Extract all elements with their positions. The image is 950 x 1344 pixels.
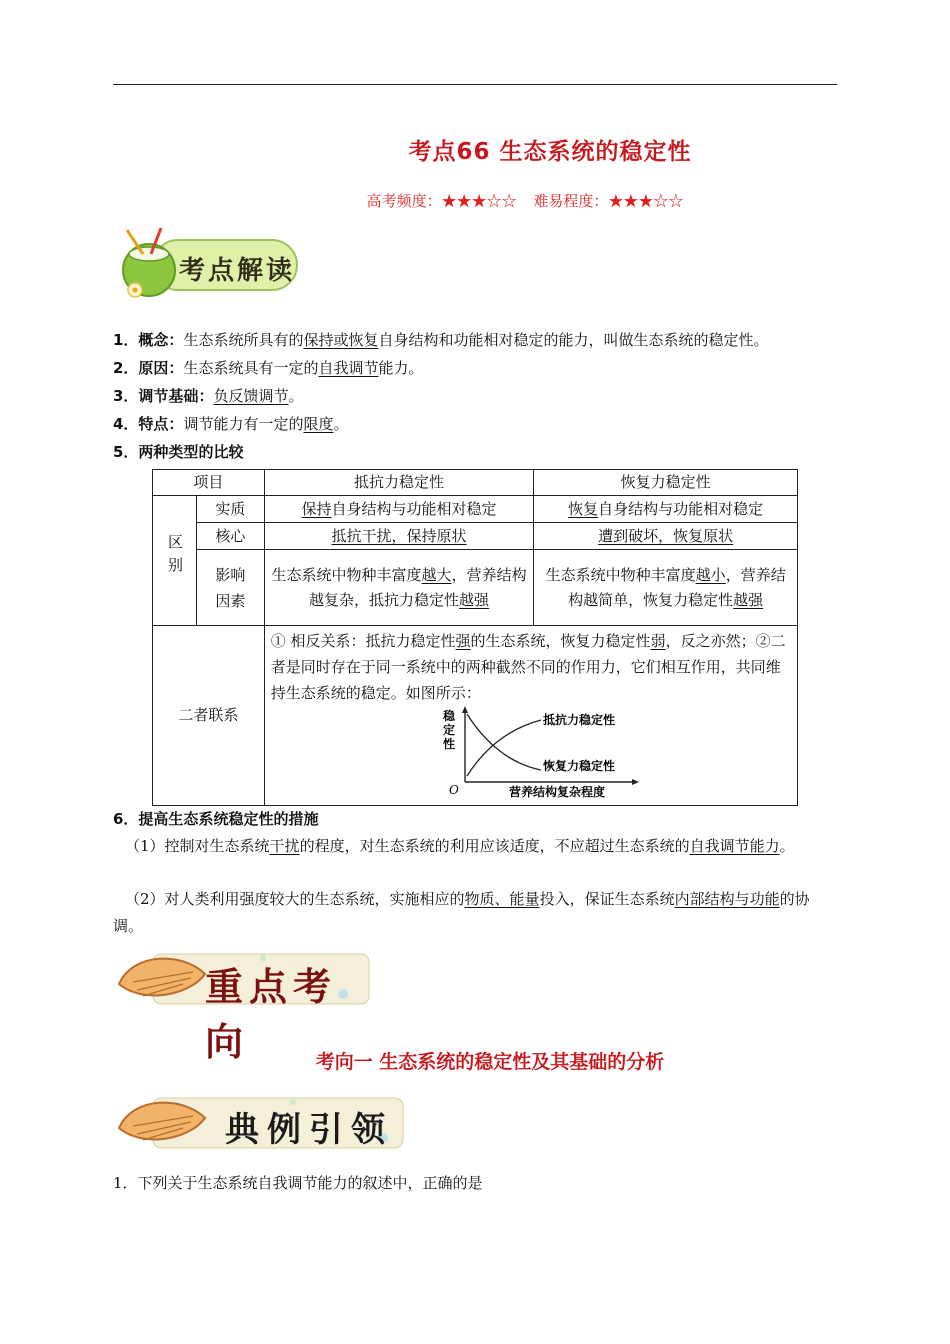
y-axis-label-3: 性 — [442, 737, 455, 751]
relation-text: ① 相反关系：抵抗力稳定性强的生态系统，恢复力稳定性弱，反之亦然；②二者是同时存在于同一系统中的两种截然不同的作用力，它们相互作用，共同维持生态系统的稳定。如图所示： — [270, 632, 786, 702]
y-axis-arrow — [462, 706, 468, 713]
x-axis-label: 营养结构复杂程度 — [508, 785, 605, 799]
point-3: 3．调节基础：负反馈调节。 — [113, 387, 304, 405]
point-1: 1．概念：生态系统所具有的保持或恢复自身结构和功能相对稳定的能力，叫做生态系统的稳定性。 — [113, 331, 769, 349]
table-row-essence: 区别 实质 保持自身结构与功能相对稳定 恢复自身结构与功能相对稳定 — [153, 496, 798, 523]
origin-label: O — [448, 783, 459, 797]
table-row-core: 核心 抵抗干扰，保持原状 遭到破坏，恢复原状 — [153, 523, 798, 550]
legend-resilience: 恢复力稳定性 — [542, 759, 615, 773]
y-axis-label-2: 定 — [442, 723, 455, 737]
y-axis-label-1: 稳 — [442, 709, 455, 723]
header-resilience: 恢复力稳定性 — [534, 470, 798, 496]
page-title: 考点66 生态系统的稳定性 — [408, 139, 692, 165]
table-row-relation: 二者联系 ① 相反关系：抵抗力稳定性强的生态系统，恢复力稳定性弱，反之亦然；②二者是同时存在于同一系统中的两种截然不同的作用力，它们相互作用，共同维持生态系统的稳定。如图所示： 稳 定 性 抵抗力稳定性 恢复力稳定性 O 营养结构复杂程度 — [153, 626, 798, 806]
banner-example-label: 典例引领 — [225, 1110, 393, 1150]
table-header-row — [153, 470, 798, 496]
group-label-difference: 区别 — [153, 496, 197, 626]
stability-chart — [441, 706, 671, 800]
banner-example — [113, 1090, 408, 1156]
difficulty-level: 难易程度：★★★☆☆ — [533, 192, 684, 210]
header-resistance: 抵抗力稳定性 — [264, 470, 534, 496]
banner-focus — [113, 944, 373, 1064]
table-row-factor: 影响因素 生态系统中物种丰富度越大，营养结构越复杂，抵抗力稳定性越强 生态系统中物种丰富度越小，营养结构越简单，恢复力稳定性越强 — [153, 550, 798, 626]
legend-resistance: 抵抗力稳定性 — [542, 713, 615, 727]
question-1: 1．下列关于生态系统自我调节能力的叙述中，正确的是 — [113, 1174, 483, 1192]
comparison-table — [152, 469, 798, 806]
x-axis-arrow — [632, 779, 639, 785]
point-5: 5．两种类型的比较 — [113, 443, 244, 461]
measures-heading: 6．提高生态系统稳定性的措施 — [113, 810, 319, 828]
banner-reading-label: 考点解读 — [179, 256, 296, 286]
frequency-rating — [0, 190, 950, 211]
header-item: 项目 — [153, 470, 265, 496]
measure-1: （1）控制对生态系统干扰的程度，对生态系统的利用应该适度，不应超过生态系统的自我调节能力。 — [125, 837, 795, 855]
banner-focus-label: 重点考向 — [205, 965, 338, 1064]
point-4: 4．特点：调节能力有一定的限度。 — [113, 415, 349, 433]
header-rule — [113, 84, 837, 85]
point-2: 2．原因：生态系统具有一定的自我调节能力。 — [113, 359, 424, 377]
section-title: 考向一 生态系统的稳定性及其基础的分析 — [315, 1051, 665, 1073]
banner-reading — [113, 226, 303, 302]
exam-frequency: 高考频度：★★★☆☆ — [366, 192, 517, 210]
measure-2: （2）对人类利用强度较大的生态系统，实施相应的物质、能量投入，保证生态系统内部结构与功能的协调。 — [113, 890, 810, 935]
